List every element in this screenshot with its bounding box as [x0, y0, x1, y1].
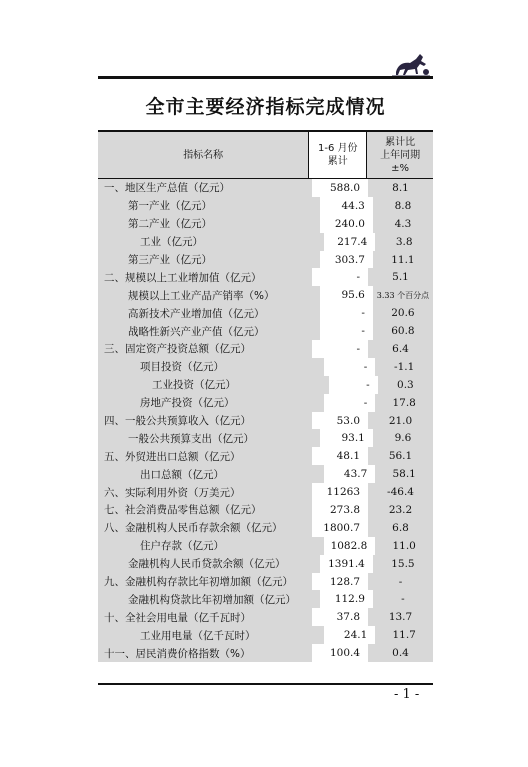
indicator-name: 二、规模以上工业增加值（亿元） — [98, 268, 312, 286]
indicator-name: 三、固定资产投资总额（亿元） — [98, 340, 312, 358]
yoy-change: 0.4 — [368, 644, 433, 662]
page-title: 全市主要经济指标完成情况 — [145, 96, 386, 118]
table-row — [98, 268, 433, 286]
cumulative-value: 11263 — [326, 486, 361, 499]
yoy-change: 58.1 — [375, 465, 433, 483]
table-row — [98, 197, 433, 215]
header-yoy-change: 累计比 上年同期 ±% — [367, 132, 433, 178]
yoy-change: 6.8 — [368, 519, 433, 537]
indicator-name: 一般公共预算支出（亿元） — [98, 429, 320, 447]
cumulative-value: 217.4 — [337, 235, 368, 248]
yoy-change: 11.7 — [375, 626, 433, 644]
cumulative-value: - — [366, 378, 370, 391]
table-body — [98, 179, 433, 662]
indicator-name: 工业用电量（亿千瓦时） — [98, 626, 324, 644]
indicator-name: 一、地区生产总值（亿元） — [98, 179, 312, 197]
table-header — [98, 132, 433, 179]
yoy-change: -46.4 — [368, 483, 433, 501]
yoy-change: 3.33 个百分点 — [373, 286, 433, 304]
indicator-name: 金融机构贷款比年初增加额（亿元） — [98, 590, 320, 608]
yoy-change: 11.0 — [375, 537, 433, 555]
cumulative-value: 1800.7 — [323, 521, 361, 534]
yoy-change: 17.8 — [375, 394, 433, 412]
horse-logo-icon — [390, 50, 432, 78]
indicator-name: 项目投资（亿元） — [98, 358, 324, 376]
cumulative-value: 43.7 — [343, 468, 368, 481]
yoy-change: 9.6 — [373, 429, 433, 447]
indicator-name: 十一、居民消费价格指数（%） — [98, 644, 312, 662]
indicator-name: 九、金融机构存款比年初增加额（亿元） — [98, 573, 312, 591]
indicator-name: 六、实际利用外资（万美元） — [98, 483, 312, 501]
indicator-name: 高新技术产业增加值（亿元） — [98, 304, 320, 322]
table-bottom-rule — [98, 683, 433, 685]
cumulative-value: 240.0 — [334, 217, 365, 230]
table-row — [98, 644, 433, 662]
indicator-name: 第一产业（亿元） — [98, 197, 320, 215]
table-row — [98, 358, 433, 376]
indicator-name: 规模以上工业产品产销率（%） — [98, 286, 320, 304]
yoy-change: 4.3 — [373, 215, 433, 233]
cumulative-value: 1082.8 — [330, 539, 368, 552]
table-row — [98, 429, 433, 447]
indicator-name: 四、一般公共预算收入（亿元） — [98, 412, 312, 430]
indicator-name: 房地产投资（亿元） — [98, 394, 324, 412]
table-row — [98, 608, 433, 626]
indicator-name: 七、社会消费品零售总额（亿元） — [98, 501, 312, 519]
top-rule — [98, 76, 433, 79]
indicator-name: 五、外贸进出口总额（亿元） — [98, 447, 312, 465]
indicator-name: 住户存款（亿元） — [98, 537, 324, 555]
cumulative-value: 303.7 — [334, 253, 365, 266]
table-row — [98, 412, 433, 430]
cumulative-value: 128.7 — [329, 575, 361, 588]
cumulative-value: 1391.4 — [328, 557, 365, 570]
yoy-change: - — [368, 573, 433, 591]
table-row — [98, 465, 433, 483]
table-row — [98, 215, 433, 233]
yoy-change: 11.1 — [373, 251, 433, 269]
indicator-name: 工业投资（亿元） — [98, 376, 329, 394]
cumulative-value: - — [356, 342, 361, 355]
indicator-name: 工业（亿元） — [98, 233, 324, 251]
table-row — [98, 251, 433, 269]
cumulative-value: - — [363, 360, 368, 373]
yoy-change: 20.6 — [373, 304, 433, 322]
yoy-change: 8.1 — [368, 179, 433, 197]
table-row — [98, 286, 433, 304]
table-row — [98, 322, 433, 340]
cumulative-value: 93.1 — [341, 432, 365, 445]
cumulative-value: 112.9 — [334, 593, 365, 606]
cumulative-value: 53.0 — [336, 414, 361, 427]
yoy-change: 0.3 — [378, 376, 433, 394]
yoy-change: 8.8 — [373, 197, 433, 215]
header-indicator-name: 指标名称 — [98, 132, 309, 178]
indicator-name: 第二产业（亿元） — [98, 215, 320, 233]
cumulative-value: 273.8 — [329, 503, 361, 516]
table-row — [98, 626, 433, 644]
cumulative-value: 48.1 — [336, 450, 361, 463]
table-row — [98, 394, 433, 412]
yoy-change: 23.2 — [368, 501, 433, 519]
table-row — [98, 555, 433, 573]
table-row — [98, 590, 433, 608]
indicator-name: 八、金融机构人民币存款余额（亿元） — [98, 519, 312, 537]
table-row — [98, 447, 433, 465]
cumulative-value: - — [361, 325, 365, 338]
yoy-change: 3.8 — [375, 233, 433, 251]
yoy-change: 56.1 — [368, 447, 433, 465]
indicator-name: 第三产业（亿元） — [98, 251, 320, 269]
yoy-change: 6.4 — [368, 340, 433, 358]
table-row — [98, 179, 433, 197]
cumulative-value: 37.8 — [336, 611, 361, 624]
indicator-table — [98, 132, 433, 662]
indicator-name: 金融机构人民币贷款余额（亿元） — [98, 555, 320, 573]
table-row — [98, 340, 433, 358]
table-row — [98, 304, 433, 322]
yoy-change: 21.0 — [368, 412, 433, 430]
cumulative-value: 100.4 — [329, 647, 361, 660]
yoy-change: 60.8 — [373, 322, 433, 340]
cumulative-value: 95.6 — [341, 289, 365, 302]
cumulative-value: 24.1 — [343, 629, 368, 642]
table-row — [98, 519, 433, 537]
table-row — [98, 501, 433, 519]
cumulative-value: - — [356, 271, 361, 284]
indicator-name: 出口总额（亿元） — [98, 465, 324, 483]
yoy-change: 13.7 — [368, 608, 433, 626]
table-row — [98, 376, 433, 394]
cumulative-value: 44.3 — [341, 199, 365, 212]
table-row — [98, 233, 433, 251]
indicator-name: 战略性新兴产业产值（亿元） — [98, 322, 320, 340]
page-number: - 1 - — [394, 687, 420, 702]
yoy-change: 15.5 — [373, 555, 433, 573]
table-row — [98, 483, 433, 501]
table-row — [98, 573, 433, 591]
cumulative-value: 588.0 — [329, 181, 361, 194]
cumulative-value: - — [363, 396, 368, 409]
yoy-change: - — [373, 590, 433, 608]
yoy-change: 5.1 — [368, 268, 433, 286]
indicator-name: 十、全社会用电量（亿千瓦时） — [98, 608, 312, 626]
header-cumulative-value: 1-6 月份 累计 — [309, 132, 367, 178]
yoy-change: -1.1 — [375, 358, 433, 376]
cumulative-value: - — [361, 307, 365, 320]
table-row — [98, 537, 433, 555]
